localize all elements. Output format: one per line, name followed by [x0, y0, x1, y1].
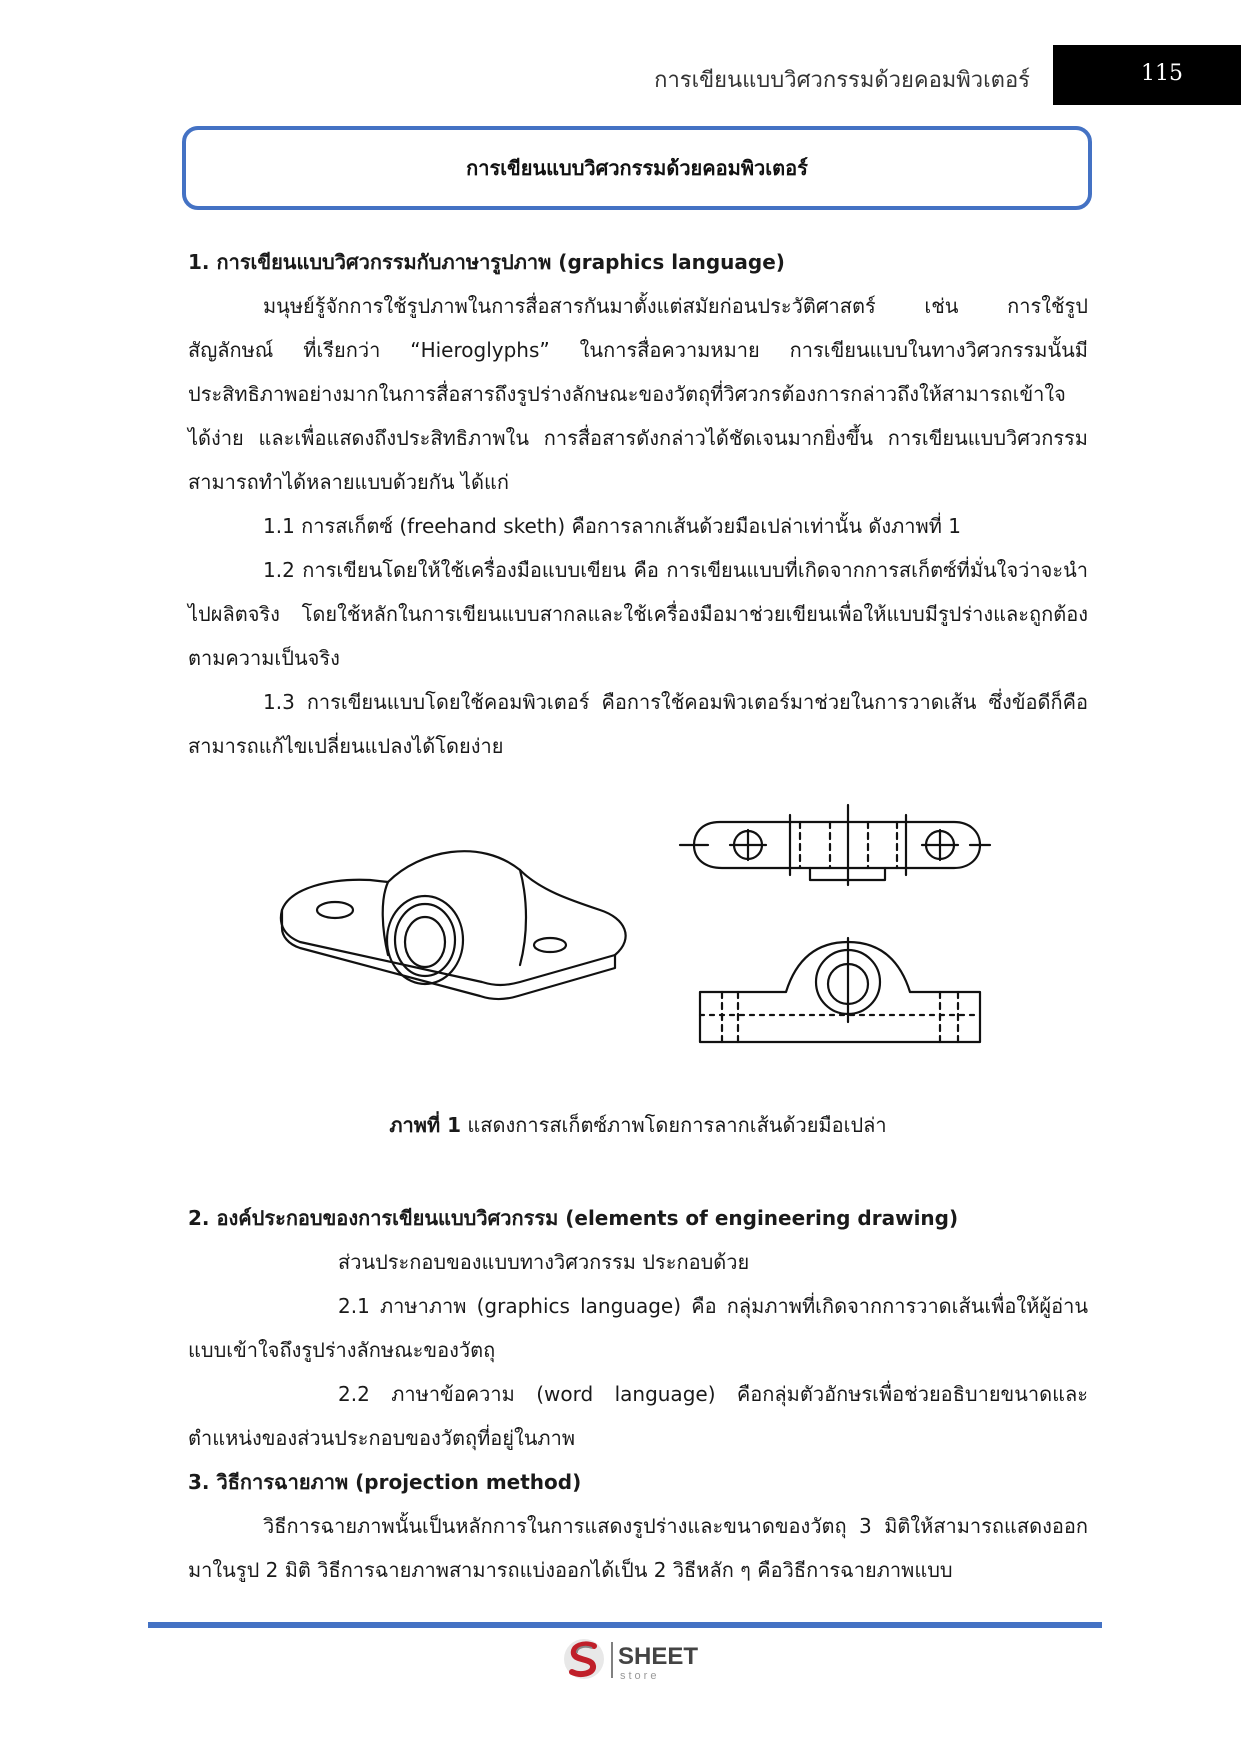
section-1-item-3: 1.3 การเขียนแบบโดยใช้คอมพิวเตอร์ คือการใช้คอมพิวเตอร์มาช่วยในการวาดเส้น ซึ่งข้อดีก็คือสามารถแก้ไขเปลี่ยนแปลงได้โดยง่าย — [188, 690, 1088, 758]
section-1-item-2: 1.2 การเขียนโดยให้ใช้เครื่องมือแบบเขียน คือ การเขียนแบบที่เกิดจากการสเก็ตซ์ที่มั่นใจว่าจะนำไปผลิตจริง โดยใช้หลักในการเขียนแบบสากลและใช้เครื่องมือมาช่วยเขียนเพื่อให้แบบมีรูปร่างและถูกต้องตามความเป็นจริง — [188, 558, 1088, 670]
figure-caption — [188, 1110, 1088, 1140]
page-number-box — [1053, 45, 1241, 105]
sections-2-3 — [188, 1196, 1088, 1592]
isometric-part-sketch — [281, 851, 626, 999]
figure-caption-text: แสดงการสเก็ตซ์ภาพโดยการลากเส้นด้วยมือเปล่า — [461, 1113, 887, 1137]
running-header-title: การเขียนแบบวิศวกรรมด้วยคอมพิวเตอร์ — [654, 68, 1030, 93]
front-view-sketch — [700, 938, 980, 1042]
chapter-title-box — [182, 126, 1092, 210]
sheet-store-logo — [562, 1634, 722, 1684]
page-number: 115 — [1141, 61, 1183, 86]
section-1-paragraph: มนุษย์รู้จักการใช้รูปภาพในการสื่อสารกันมาตั้งแต่สมัยก่อนประวัติศาสตร์ เช่น การใช้รูปสัญลักษณ์ ที่เรียกว่า “Hieroglyphs” ในการสื่อความหมาย การเขียนแบบในทางวิศวกรรมนั้นมีประสิทธิภาพอย่างมากในการสื่อสารถึงรูปร่างลักษณะของวัตถุที่วิศวกรต้องการกล่าวถึงให้สามารถเข้าใจได้ง่าย และเพื่อแสดงถึงประสิทธิภาพใน การสื่อสารดังกล่าวได้ชัดเจนมากยิ่งขึ้น การเขียนแบบวิศวกรรมสามารถทำได้หลายแบบด้วยกัน ได้แก่ — [188, 294, 1088, 494]
top-view-sketch — [680, 805, 990, 885]
freehand-sketch-figure — [270, 760, 1040, 1060]
section-1 — [188, 240, 1088, 768]
section-3-heading: 3. วิธีการฉายภาพ (projection method) — [188, 1470, 582, 1494]
footer-rule — [148, 1622, 1102, 1628]
figure-caption-label: ภาพที่ 1 — [389, 1113, 462, 1137]
section-2-intro: ส่วนประกอบของแบบทางวิศวกรรม ประกอบด้วย — [338, 1250, 750, 1274]
section-3-paragraph: วิธีการฉายภาพนั้นเป็นหลักการในการแสดงรูปร่างและขนาดของวัตถุ 3 มิติให้สามารถแสดงออกมาในรูป 2 มิติ วิธีการฉายภาพสามารถแบ่งออกได้เป็น 2 วิธีหลัก ๆ คือวิธีการฉายภาพแบบ — [188, 1514, 1088, 1582]
section-2-heading: 2. องค์ประกอบของการเขียนแบบวิศวกรรม (elements of engineering drawing) — [188, 1206, 959, 1230]
logo-text: SHEET — [618, 1643, 699, 1670]
section-1-heading: 1. การเขียนแบบวิศวกรรมกับภาษารูปภาพ (graphics language) — [188, 250, 785, 274]
section-1-item-1: 1.1 การสเก็ตซ์ (freehand sketh) คือการลากเส้นด้วยมือเปล่าเท่านั้น ดังภาพที่ 1 — [263, 514, 961, 538]
chapter-title: การเขียนแบบวิศวกรรมด้วยคอมพิวเตอร์ — [466, 156, 808, 180]
section-2-item-1: 2.1 ภาษาภาพ (graphics language) คือ กลุ่มภาพที่เกิดจากการวาดเส้นเพื่อให้ผู้อ่านแบบเข้าใจถึงรูปร่างลักษณะของวัตถุ — [188, 1294, 1088, 1362]
logo-subtext: store — [620, 1670, 660, 1682]
section-2-item-2: 2.2 ภาษาข้อความ (word language) คือกลุ่มตัวอักษรเพื่อช่วยอธิบายขนาดและตำแหน่งของส่วนประกอบของวัตถุที่อยู่ในภาพ — [188, 1382, 1088, 1450]
